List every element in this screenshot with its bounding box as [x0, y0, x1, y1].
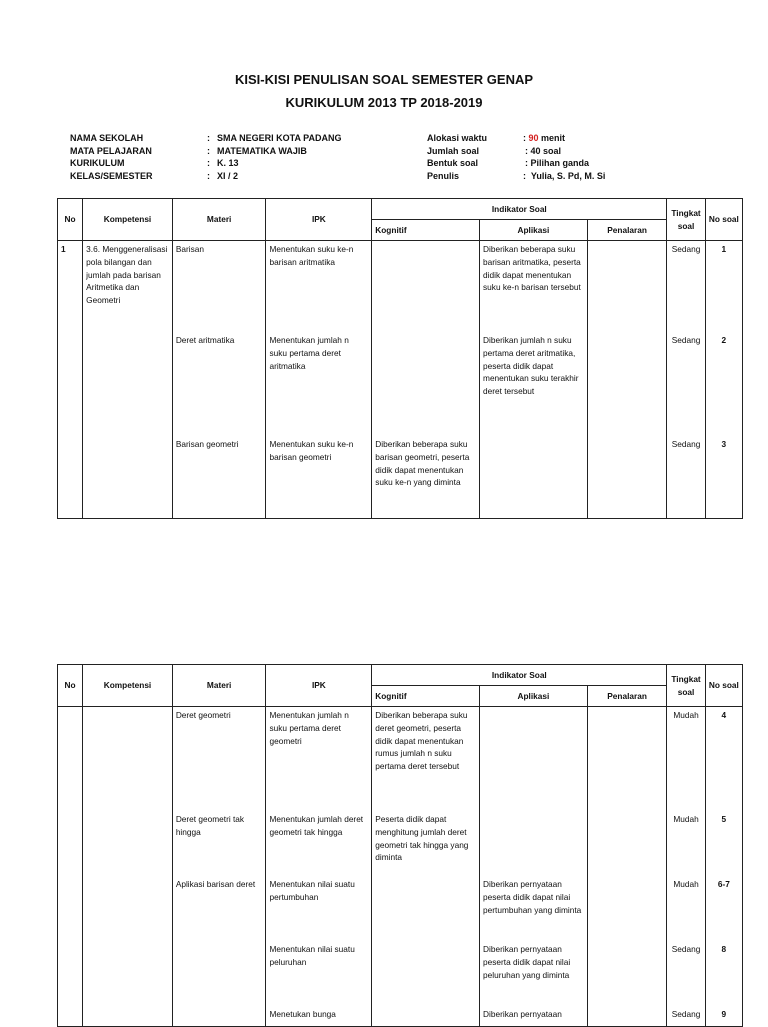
tingkat-cell: Sedang [671, 944, 701, 954]
aplikasi-column [480, 707, 588, 1027]
materi-cell: Aplikasi barisan deret [175, 879, 256, 889]
info-value: MATEMATIKA WAJIB [217, 145, 307, 156]
materi-cell: Barisan geometri [175, 439, 239, 449]
header-kompetensi: Kompetensi [83, 665, 173, 707]
header-penalaran: Penalaran [587, 220, 667, 241]
header-no: No [58, 199, 83, 241]
info-sep: : [525, 158, 528, 168]
duration-unit: menit [541, 133, 566, 143]
info-label: Alokasi waktu [427, 133, 488, 143]
info-sep: : [207, 145, 210, 156]
header-ipk: IPK [266, 665, 372, 707]
grid-table-2 [57, 664, 743, 1027]
aplikasi-column [480, 241, 588, 519]
ipk-cell: Menentukan nilai suatu peluruhan [269, 944, 355, 967]
kompetensi-cell: 3.6. Menggeneralisasi pola bilangan dan jumlah pada barisan Aritmetika dan Geometri [83, 241, 173, 519]
header-kognitif: Kognitif [372, 686, 480, 707]
header-indikator: Indikator Soal [372, 665, 667, 686]
aplikasi-cell: Diberikan beberapa suku barisan aritmatika, peserta didik dapat menentukan suku ke-n barisan tersebut [483, 244, 581, 293]
info-value: XI / 2 [217, 170, 239, 181]
header-aplikasi: Aplikasi [480, 220, 588, 241]
materi-cell: Deret geometri [175, 710, 231, 720]
aplikasi-cell: Diberikan jumlah n suku pertama deret aritmatika, peserta didik dapat menentukan suku terakhir deret tersebut [483, 335, 579, 397]
nosoal-column [705, 241, 742, 519]
ipk-cell: Menentukan suku ke-n barisan aritmatika [269, 244, 354, 267]
info-value: Pilihan ganda [530, 158, 590, 168]
tingkat-cell: Sedang [671, 439, 701, 449]
row-number: 1 [58, 241, 83, 519]
no-column [58, 707, 83, 1027]
nosoal-cell: 3 [721, 439, 727, 449]
ipk-cell: Menetukan bunga [269, 1009, 336, 1019]
document-title: KISI-KISI PENULISAN SOAL SEMESTER GENAP [234, 72, 534, 87]
tingkat-cell: Mudah [673, 710, 699, 720]
nosoal-cell: 6-7 [717, 879, 730, 889]
tingkat-cell: Sedang [671, 244, 701, 254]
tingkat-cell: Sedang [671, 1009, 701, 1019]
info-sep: : [523, 170, 526, 181]
ipk-column [266, 241, 372, 519]
aplikasi-cell: Diberikan pernyataan peserta didik dapat nilai pertumbuhan yang diminta [483, 879, 582, 915]
info-value: SMA NEGERI KOTA PADANG [217, 133, 342, 143]
tingkat-column [667, 241, 705, 519]
materi-column [172, 241, 266, 519]
info-label: Bentuk soal [427, 158, 479, 168]
info-sep: : [207, 170, 210, 181]
kognitif-cell: Diberikan beberapa suku barisan geometri, peserta didik dapat menentukan suku ke-n yang diminta [375, 439, 470, 488]
info-label: KELAS/SEMESTER [70, 170, 153, 181]
header-nosoal: No soal [705, 199, 742, 241]
materi-cell: Barisan [175, 244, 204, 254]
header-kompetensi: Kompetensi [83, 199, 173, 241]
ipk-cell: Menentukan suku ke-n barisan geometri [269, 439, 354, 462]
nosoal-cell: 8 [721, 944, 727, 954]
header-aplikasi: Aplikasi [480, 686, 588, 707]
nosoal-column [705, 707, 742, 1027]
info-value: 40 soal [530, 145, 562, 156]
penalaran-column [587, 241, 667, 519]
info-label: KURIKULUM [70, 158, 125, 168]
nosoal-cell: 4 [721, 710, 727, 720]
header-materi: Materi [172, 199, 266, 241]
tingkat-cell: Mudah [673, 879, 699, 889]
kognitif-cell: Diberikan beberapa suku deret geometri, peserta didik dapat menentukan rumus jumlah n suku pertama deret tersebut [375, 710, 468, 772]
nosoal-cell: 9 [721, 1009, 727, 1019]
materi-cell: Deret aritmatika [175, 335, 235, 345]
aplikasi-cell: Diberikan pernyataan peserta didik dapat nilai peluruhan yang diminta [483, 944, 571, 980]
header-ipk: IPK [266, 199, 372, 241]
header-tingkat: Tingkat soal [667, 199, 705, 241]
tingkat-cell: Mudah [673, 814, 699, 824]
kompetensi-column [83, 707, 173, 1027]
nosoal-cell: 2 [721, 335, 727, 345]
info-label: Jumlah soal [427, 145, 480, 156]
ipk-column [266, 707, 372, 1027]
exam-info [427, 132, 605, 182]
header-nosoal: No soal [705, 665, 742, 707]
header-penalaran: Penalaran [587, 686, 667, 707]
info-label: NAMA SEKOLAH [70, 133, 144, 143]
nosoal-cell: 5 [721, 814, 727, 824]
header-tingkat: Tingkat soal [667, 665, 705, 707]
kognitif-column [372, 241, 480, 519]
tingkat-cell: Sedang [671, 335, 701, 345]
info-label: Penulis [427, 170, 460, 181]
duration-value: 90 [528, 133, 539, 143]
school-info [70, 132, 342, 182]
header-kognitif: Kognitif [372, 220, 480, 241]
ipk-cell: Menentukan jumlah n suku pertama deret geometri [269, 710, 349, 746]
penalaran-column [587, 707, 667, 1027]
tingkat-column [667, 707, 705, 1027]
header-indikator: Indikator Soal [372, 199, 667, 220]
materi-cell: Deret geometri tak hingga [175, 814, 245, 837]
ipk-cell: Menentukan nilai suatu pertumbuhan [269, 879, 355, 902]
info-value: Yulia, S. Pd, M. Si [530, 170, 606, 181]
header-materi: Materi [172, 665, 266, 707]
info-sep: : [523, 133, 526, 143]
info-sep: : [207, 158, 210, 168]
info-label: MATA PELAJARAN [70, 145, 152, 156]
document-subtitle: KURIKULUM 2013 TP 2018-2019 [285, 95, 483, 110]
kognitif-cell: Peserta didik dapat menghitung jumlah deret geometri tak hingga yang diminta [375, 814, 469, 863]
kognitif-column [372, 707, 480, 1027]
nosoal-cell: 1 [721, 244, 727, 254]
info-value: K. 13 [217, 158, 239, 168]
header-no: No [58, 665, 83, 707]
materi-column [172, 707, 266, 1027]
ipk-cell: Menentukan jumlah deret geometri tak hingga [269, 814, 364, 837]
info-sep: : [525, 145, 528, 156]
aplikasi-cell: Diberikan pernyataan [483, 1009, 562, 1019]
ipk-cell: Menentukan jumlah n suku pertama deret aritmatika [269, 335, 349, 371]
grid-table-1 [57, 198, 743, 519]
info-sep: : [207, 133, 210, 143]
